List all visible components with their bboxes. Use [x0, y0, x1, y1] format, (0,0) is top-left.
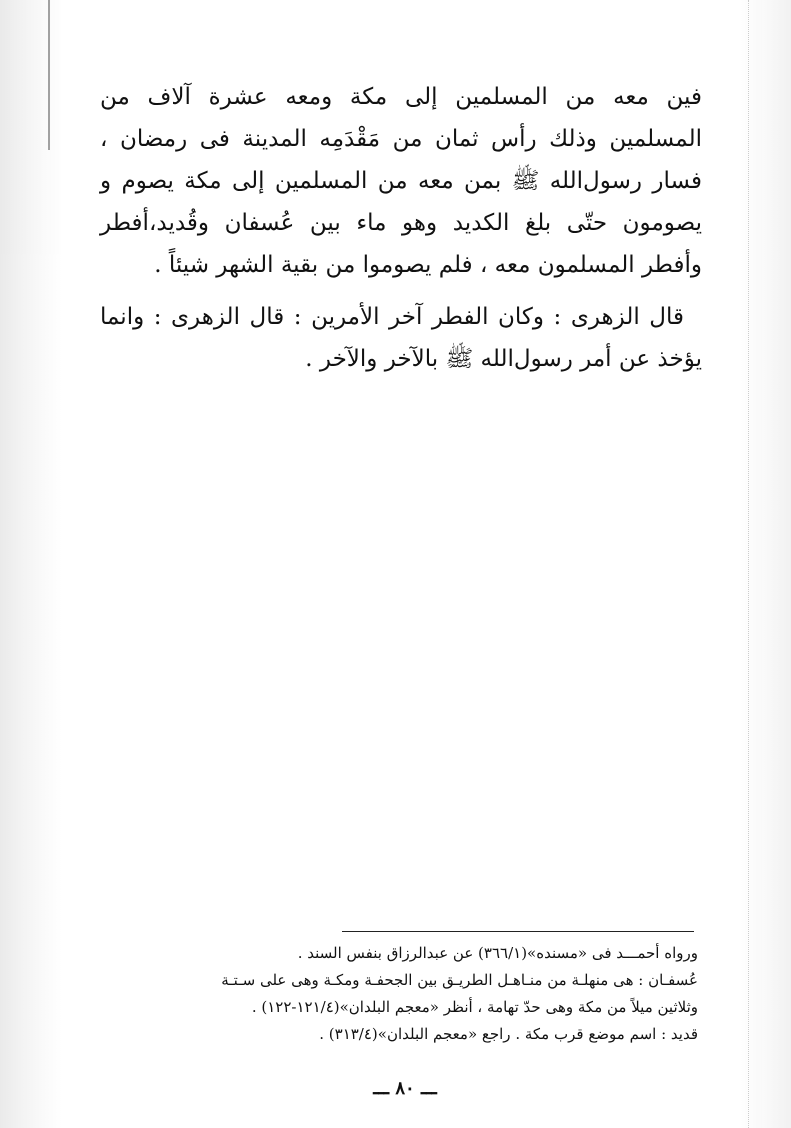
body-paragraph-2: قال الزهرى : وكان الفطر آخر الأمرين : قال الزهرى : وانما يؤخذ عن أمر رسول‌الله ﷺ بالآخر والآخر . — [100, 304, 702, 372]
main-text-block — [100, 76, 702, 390]
page-number: ـــ ٨٠ ـــ — [373, 1078, 437, 1099]
scan-edge-right — [741, 0, 791, 1128]
footnote-line-4: قديد : اسم موضع قرب مكة . راجع «معجم البلدان»(٣١٣/٤) . — [319, 1025, 698, 1043]
footnote-line-1: ورواه أحمـــد فى «مسنده»(٣٦٦/١) عن عبدالرزاق بنفس السند . — [297, 944, 698, 962]
footnote-line-2: عُسفـان : هى منهلـة من منـاهـل الطريـق بين الجحفـة ومكـة وهى على سـتـة — [221, 971, 698, 989]
footnote-divider — [342, 931, 694, 932]
footnotes-block — [108, 940, 698, 1048]
scan-edge-left — [0, 0, 62, 1128]
footnote-line-3: وثلاثين ميلاً من مكة وهى حدّ تهامة ، أنظر «معجم البلدان»(١٢١/٤-١٢٢) . — [251, 998, 698, 1016]
body-paragraph-1: فين معه من المسلمين إلى مكة ومعه عشرة آلاف من المسلمين وذلك رأس ثمان من مَقْدَمِه المدينة فى رمضان ، فسار رسول‌الله ﷺ بمن معه من المسلمين إلى مكة يصوم و يصومون حتّى بلغ الكديد وهو ماء بين عُسفان وقُديد،أفطر وأفطر المسلمون معه ، فلم يصوموا من بقية الشهر شيئاً . — [100, 84, 702, 278]
